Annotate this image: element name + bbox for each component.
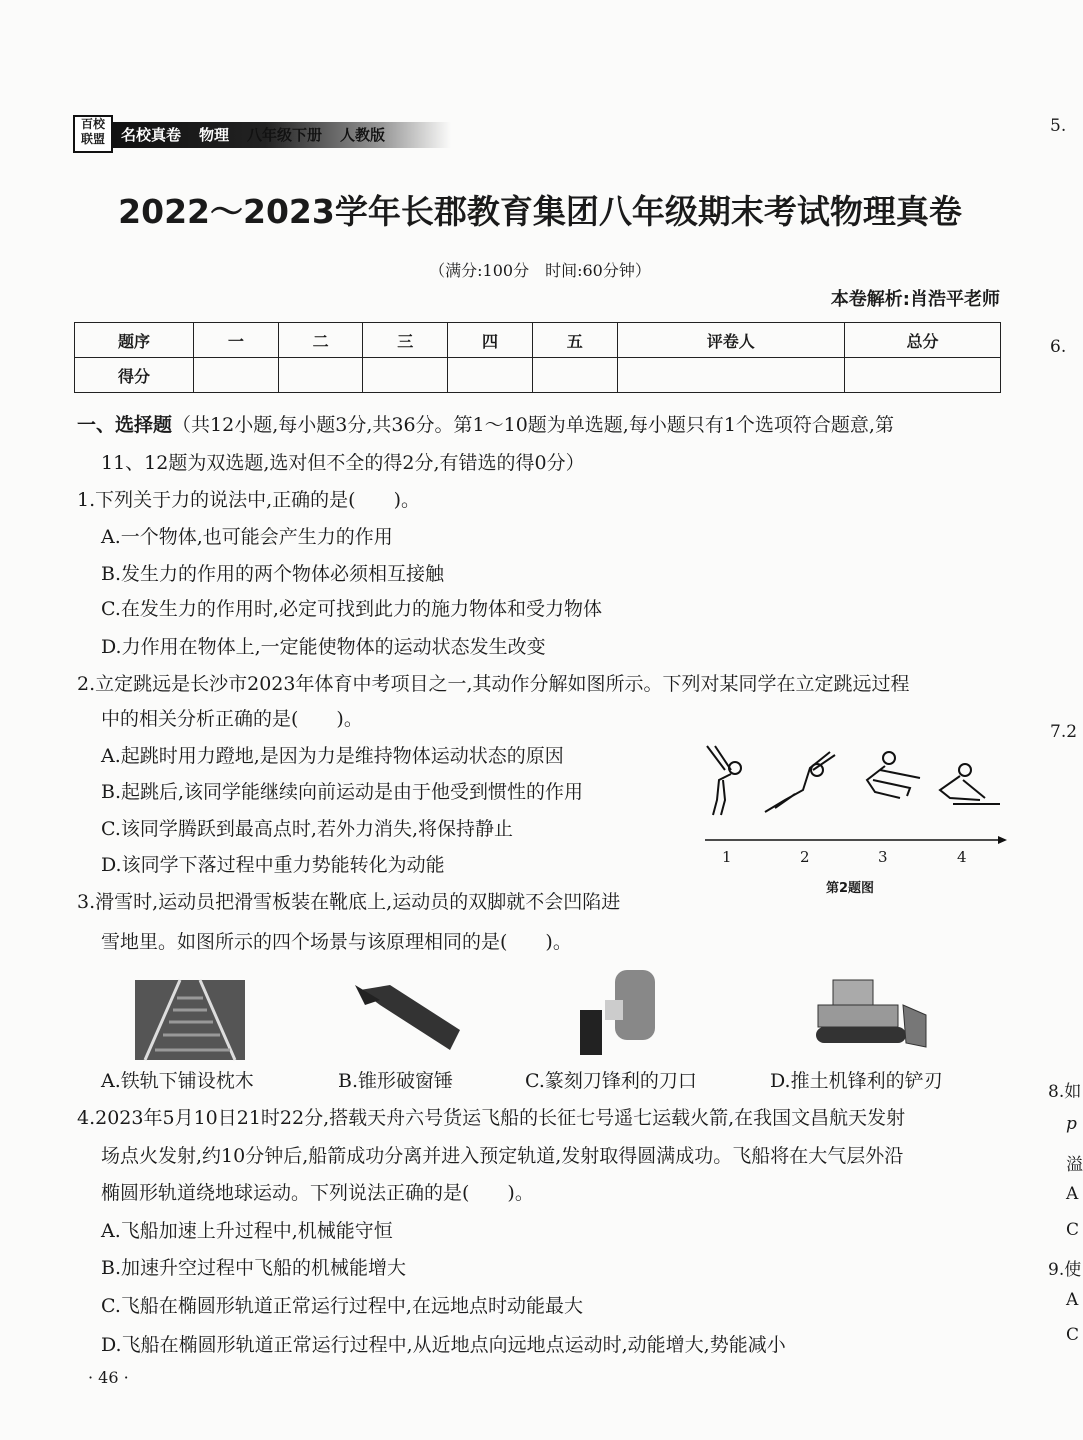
question-3-stem-2: 雪地里。如图所示的四个场景与该原理相同的是( )。: [101, 931, 572, 953]
margin-fragment: 7.2: [1050, 722, 1078, 742]
subject: 物理: [199, 126, 230, 144]
option: C.该同学腾跃到最高点时,若外力消失,将保持静止: [101, 818, 513, 840]
jumper-pose-2: [765, 752, 835, 812]
option: D.飞船在椭圆形轨道正常运行过程中,从近地点向远地点运动时,动能增大,势能减小: [101, 1334, 786, 1356]
section-title: 一、选择题: [77, 414, 173, 436]
option: C.飞船在椭圆形轨道正常运行过程中,在远地点时动能最大: [101, 1295, 583, 1317]
figure-label: 2: [800, 848, 810, 866]
publisher-logo: 百校 联盟: [73, 115, 113, 153]
page-number: · 46 ·: [88, 1368, 129, 1387]
table-header: 五: [532, 323, 617, 358]
table-header: 四: [448, 323, 533, 358]
margin-fragment: C: [1066, 1220, 1080, 1240]
series-header-band: [113, 122, 451, 148]
exam-info: （满分:100分 时间:60分钟）: [429, 261, 651, 280]
option: A.起跳时用力蹬地,是因为力是维持物体运动状态的原因: [101, 745, 564, 767]
figure-caption: 第2题图: [826, 881, 875, 896]
question-2-stem: 2.立定跳远是长沙市2023年体育中考项目之一,其动作分解如图所示。下列对某同学在立定跳远过程: [77, 673, 910, 695]
table-header: 一: [194, 323, 279, 358]
table-header: 三: [363, 323, 448, 358]
question-4-stem-2: 场点火发射,约10分钟后,船箭成功分离并进入预定轨道,发射取得圆满成功。飞船将在大气层外沿: [101, 1145, 904, 1167]
option: D.推土机锋利的铲刃: [770, 1070, 943, 1092]
jumper-pose-3: [867, 752, 920, 798]
option: B.起跳后,该同学能继续向前运动是由于他受到惯性的作用: [101, 781, 584, 803]
margin-fragment: 9.使: [1048, 1260, 1082, 1280]
window-breaker-hammer-image: [350, 980, 470, 1060]
railway-sleepers-image: [135, 980, 245, 1060]
option: C.篆刻刀锋利的刀口: [525, 1070, 697, 1092]
score-cell[interactable]: [278, 358, 363, 393]
margin-fragment: C: [1066, 1325, 1080, 1345]
table-header: 评卷人: [617, 323, 844, 358]
row-label: 得分: [75, 358, 194, 393]
margin-fragment: A: [1066, 1290, 1079, 1310]
option: C.在发生力的作用时,必定可找到此力的施力物体和受力物体: [101, 598, 602, 620]
table-header: 总分: [844, 323, 1000, 358]
carving-knife-image: [575, 970, 665, 1055]
table-header: 二: [278, 323, 363, 358]
option: A.一个物体,也可能会产生力的作用: [101, 526, 393, 548]
option: A.铁轨下铺设枕木: [101, 1070, 254, 1092]
bulldozer-image: [808, 975, 928, 1050]
jumper-pose-4: [940, 764, 1000, 804]
table-row: [75, 358, 1001, 393]
long-jump-figure: [695, 740, 1015, 850]
option: D.该同学下落过程中重力势能转化为动能: [101, 854, 445, 876]
score-cell[interactable]: [363, 358, 448, 393]
score-cell[interactable]: [844, 358, 1000, 393]
figure-label: 4: [957, 848, 967, 866]
score-cell[interactable]: [448, 358, 533, 393]
score-cell[interactable]: [532, 358, 617, 393]
figure-label: 1: [722, 848, 732, 866]
margin-fragment: A: [1066, 1184, 1079, 1204]
score-cell[interactable]: [194, 358, 279, 393]
margin-fragment: 溢: [1066, 1155, 1083, 1175]
section-instructions: （共12小题,每小题3分,共36分。第1～10题为单选题,每小题只有1个选项符合题意,第: [172, 414, 894, 436]
section-instructions-2: 11、12题为双选题,选对但不全的得2分,有错选的得0分）: [101, 452, 585, 474]
arrow-head: [998, 836, 1007, 844]
score-cell[interactable]: [617, 358, 844, 393]
table-header: 题序: [75, 323, 194, 358]
margin-fragment: 6.: [1050, 337, 1067, 357]
section-heading: [77, 413, 894, 437]
question-3-stem: 3.滑雪时,运动员把滑雪板装在靴底上,运动员的双脚就不会凹陷进: [77, 891, 621, 913]
question-4-stem-3: 椭圆形轨道绕地球运动。下列说法正确的是( )。: [101, 1182, 534, 1204]
page-title: 2022～2023学年长郡教育集团八年级期末考试物理真卷: [118, 192, 962, 231]
option: B.锥形破窗锤: [338, 1070, 454, 1092]
margin-fragment: 5.: [1050, 116, 1067, 136]
question-1-stem: 1.下列关于力的说法中,正确的是( )。: [77, 489, 420, 511]
question-4-stem: 4.2023年5月10日21时22分,搭载天舟六号货运飞船的长征七号遥七运载火箭,在我国文昌航天发射: [77, 1107, 906, 1129]
series-name: 名校真卷: [121, 126, 182, 144]
table-row: [75, 323, 1001, 358]
jumper-pose-1: [707, 746, 741, 815]
figure-label: 3: [878, 848, 888, 866]
question-2-stem-2: 中的相关分析正确的是( )。: [101, 708, 363, 730]
grade: 八年级下册: [247, 126, 323, 144]
score-table: [74, 322, 1001, 393]
option: A.飞船加速上升过程中,机械能守恒: [101, 1220, 393, 1242]
edition: 人教版: [340, 126, 386, 144]
option: B.发生力的作用的两个物体必须相互接触: [101, 563, 445, 585]
option: D.力作用在物体上,一定能使物体的运动状态发生改变: [101, 636, 546, 658]
margin-fragment: 8.如: [1048, 1082, 1082, 1102]
margin-fragment: p: [1066, 1114, 1077, 1134]
option: B.加速升空过程中飞船的机械能增大: [101, 1257, 407, 1279]
analyst: 本卷解析:肖浩平老师: [830, 289, 1000, 310]
